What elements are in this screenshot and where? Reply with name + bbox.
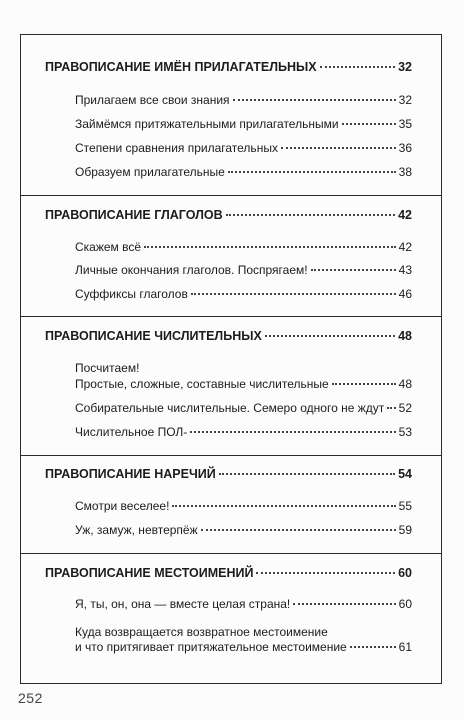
dot-leader <box>293 603 395 605</box>
section-page: 54 <box>398 467 412 481</box>
entry-label: Смотри веселее! <box>75 499 170 513</box>
entry-label: Образуем прилагательные <box>75 165 225 179</box>
toc-section-adverbs[interactable] <box>45 467 412 482</box>
dot-leader <box>311 269 396 271</box>
toc-entry[interactable] <box>75 425 412 440</box>
entry-page: 46 <box>398 287 412 301</box>
entry-label: Скажем всё <box>75 240 142 254</box>
entry-page: 52 <box>398 401 412 415</box>
toc-entry-intro[interactable]: Посчитаем! <box>75 361 140 375</box>
entry-page: 43 <box>398 263 412 277</box>
toc-section-verbs[interactable] <box>45 208 412 223</box>
dot-leader <box>172 505 395 507</box>
entry-label: Числительное ПОЛ- <box>75 425 188 439</box>
entry-label: Личные окончания глаголов. Поспрягаем! <box>75 263 308 277</box>
dot-leader <box>190 431 395 433</box>
section-page: 60 <box>398 566 412 580</box>
entry-label: Я, ты, он, она — вместе целая страна! <box>75 597 291 611</box>
section-title: ПРАВОПИСАНИЕ ИМЁН ПРИЛАГАТЕЛЬНЫХ <box>45 60 317 74</box>
entry-label: Степени сравнения прилагательных <box>75 141 278 155</box>
dot-leader <box>265 335 395 337</box>
entry-label: Уж, замуж, невтерпёж <box>75 523 198 537</box>
entry-label: Простые, сложные, составные числительные <box>75 377 329 391</box>
dot-leader <box>233 99 396 101</box>
entry-page: 38 <box>398 165 412 179</box>
entry-page: 35 <box>398 117 412 131</box>
toc-entry[interactable] <box>75 401 412 416</box>
section-page: 42 <box>398 208 412 222</box>
section-title: ПРАВОПИСАНИЕ НАРЕЧИЙ <box>45 467 216 481</box>
toc-entry[interactable] <box>75 597 412 612</box>
toc-entry[interactable] <box>75 263 412 278</box>
dot-leader <box>228 171 396 173</box>
entry-page: 36 <box>398 141 412 155</box>
section-divider <box>20 316 442 317</box>
dot-leader <box>281 147 396 149</box>
entry-label-line1: Куда возвращается возвратное местоимение <box>75 625 328 639</box>
entry-label: Собирательные числительные. Семеро одного не ждут <box>75 401 385 415</box>
dot-leader <box>320 66 395 68</box>
section-title: ПРАВОПИСАНИЕ МЕСТОИМЕНИЙ <box>45 566 254 580</box>
entry-page: 53 <box>398 425 412 439</box>
section-divider <box>20 553 442 554</box>
toc-entry[interactable] <box>75 240 412 255</box>
entry-page: 32 <box>398 93 412 107</box>
entry-label: Прилагаем все свои знания <box>75 93 230 107</box>
section-title: ПРАВОПИСАНИЕ ГЛАГОЛОВ <box>45 208 223 222</box>
toc-entry[interactable] <box>75 499 412 514</box>
dot-leader <box>144 246 396 248</box>
entry-label-line2: и что притягивает притяжательное местоимение <box>75 640 347 654</box>
dot-leader <box>256 572 395 574</box>
dot-leader <box>191 293 396 295</box>
toc-entry[interactable] <box>75 287 412 302</box>
entry-page: 48 <box>398 377 412 391</box>
entry-page: 42 <box>398 240 412 254</box>
page-number: 252 <box>18 690 43 706</box>
entry-label: Займёмся притяжательными прилагательными <box>75 117 339 131</box>
toc-entry[interactable] <box>75 141 412 156</box>
section-divider <box>20 195 442 196</box>
dot-leader <box>332 383 396 385</box>
entry-page: 59 <box>398 523 412 537</box>
toc-entry[interactable] <box>75 93 412 108</box>
toc-entry-multiline[interactable] <box>75 625 412 655</box>
dot-leader <box>201 529 396 531</box>
entry-page: 55 <box>398 499 412 513</box>
section-page: 32 <box>398 60 412 74</box>
toc-entry[interactable] <box>75 377 412 392</box>
toc-entry[interactable] <box>75 523 412 538</box>
section-page: 48 <box>398 329 412 343</box>
toc-section-pronouns[interactable] <box>45 566 412 581</box>
section-title: ПРАВОПИСАНИЕ ЧИСЛИТЕЛЬНЫХ <box>45 329 262 343</box>
entry-page: 61 <box>398 640 412 654</box>
dot-leader <box>350 646 396 648</box>
section-divider <box>20 455 442 456</box>
toc-entry[interactable] <box>75 165 412 180</box>
toc-entry[interactable] <box>75 117 412 132</box>
entry-page: 60 <box>398 597 412 611</box>
dot-leader <box>342 123 396 125</box>
dot-leader <box>387 407 395 409</box>
toc-section-adjectives[interactable] <box>45 60 412 75</box>
dot-leader <box>219 473 395 475</box>
entry-label: Суффиксы глаголов <box>75 287 188 301</box>
dot-leader <box>226 214 395 216</box>
toc-section-numerals[interactable] <box>45 329 412 344</box>
